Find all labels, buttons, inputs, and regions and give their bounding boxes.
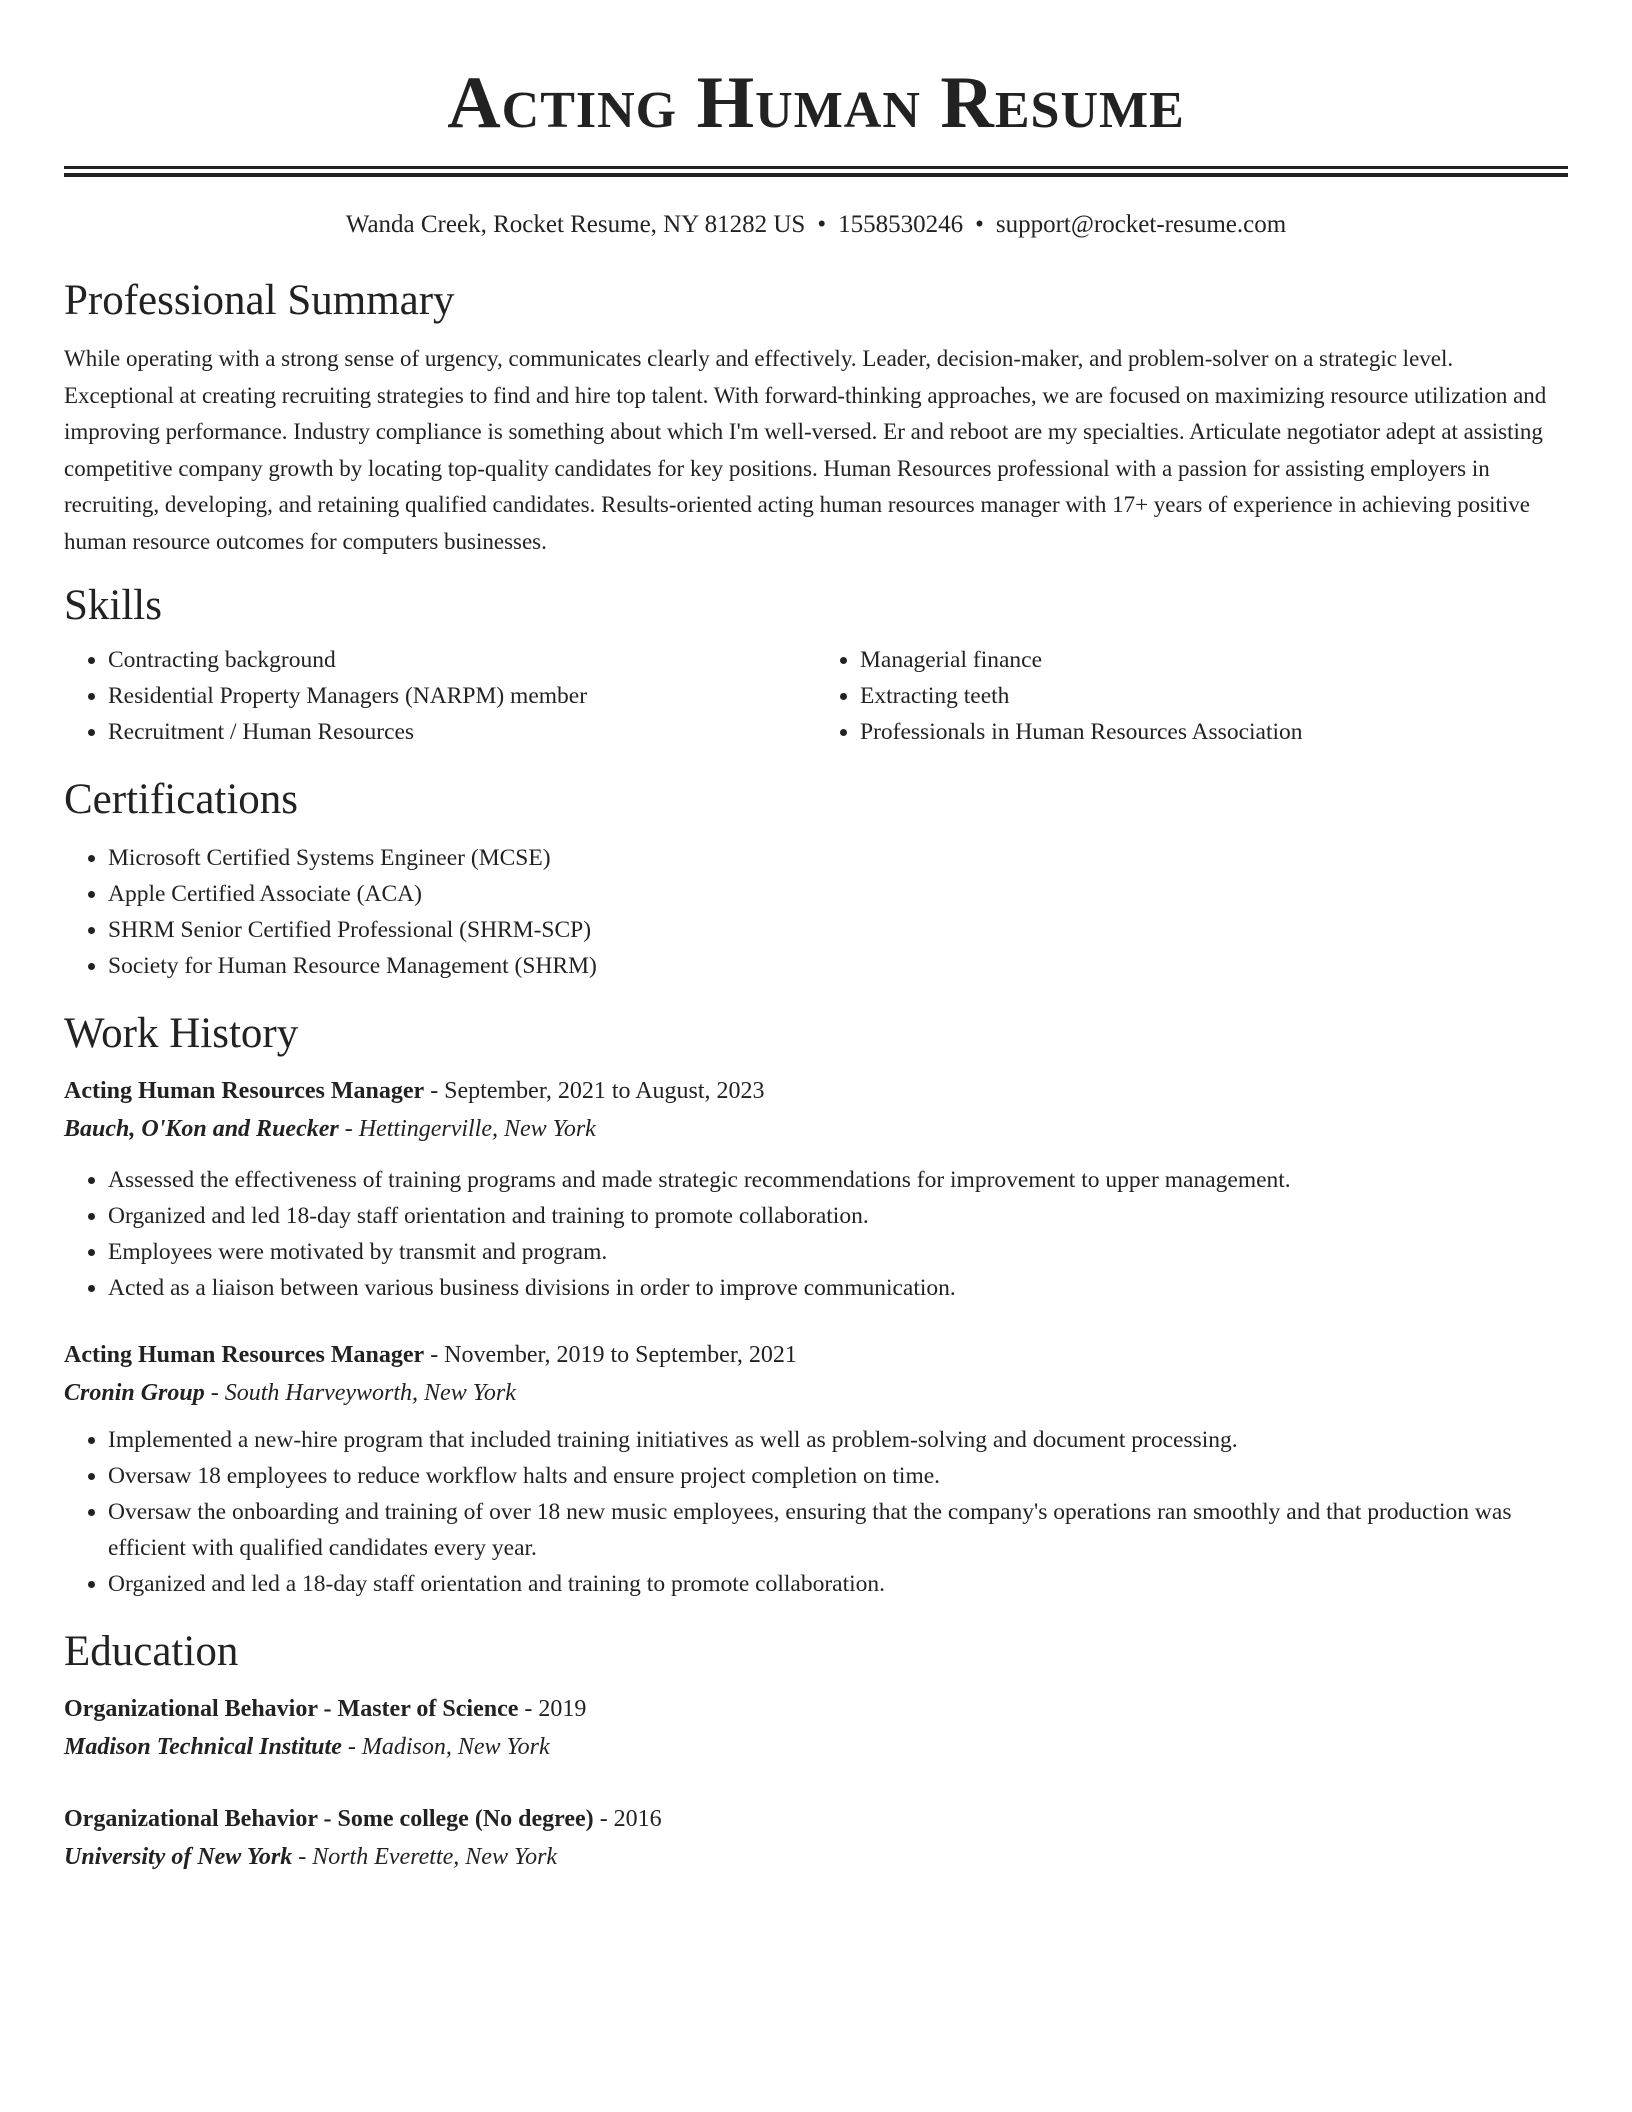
skill-item: • Contracting background (108, 642, 816, 678)
job-title: Acting Human Resources Manager (64, 1342, 425, 1368)
certification-item: • Society for Human Resource Management (SHRM) (108, 948, 1568, 984)
education-degree-line (64, 1800, 1568, 1838)
job-location: - Hettingerville, New York (338, 1116, 596, 1142)
skills-heading: Skills (64, 582, 162, 629)
job-dates: - September, 2021 to August, 2023 (424, 1078, 765, 1104)
contact-phone: 1558530246 (838, 211, 964, 238)
skill-item: • Extracting teeth (860, 678, 1568, 714)
education-school-line (64, 1728, 1568, 1766)
contact-separator: • (975, 211, 984, 238)
certifications-list (64, 840, 1568, 984)
job-bullet: • Organized and led a 18-day staff orientation and training to promote collaboration. (108, 1566, 1568, 1602)
summary-section (64, 275, 1568, 560)
job-title-line (64, 1072, 1568, 1110)
education-heading: Education (64, 1628, 239, 1675)
summary-heading: Professional Summary (64, 277, 455, 324)
education-location: - Madison, New York (341, 1734, 550, 1760)
work-history-heading: Work History (64, 1010, 299, 1057)
skills-section (64, 580, 1568, 750)
job-entry (64, 1336, 1568, 1602)
job-entry (64, 1072, 1568, 1306)
skills-grid (64, 632, 1568, 750)
skill-item: • Professionals in Human Resources Association (860, 714, 1568, 750)
job-bullets (64, 1422, 1568, 1602)
job-dates: - November, 2019 to September, 2021 (424, 1342, 797, 1368)
education-year: - 2019 (518, 1696, 587, 1722)
education-location: - North Everette, New York (292, 1844, 558, 1870)
education-section (64, 1626, 1568, 1876)
certification-item: • SHRM Senior Certified Professional (SHRM-SCP) (108, 912, 1568, 948)
skill-item: • Managerial finance (860, 642, 1568, 678)
job-location: - South Harveyworth, New York (204, 1380, 516, 1406)
education-school-line (64, 1838, 1568, 1876)
education-entry (64, 1690, 1568, 1766)
title-divider (64, 166, 1568, 177)
skill-item: • Residential Property Managers (NARPM) member (108, 678, 816, 714)
certification-item: • Apple Certified Associate (ACA) (108, 876, 1568, 912)
job-bullet: • Organized and led 18-day staff orientation and training to promote collaboration. (108, 1198, 1568, 1234)
job-title-line (64, 1336, 1568, 1374)
contact-line (64, 209, 1568, 241)
job-company-line (64, 1374, 1568, 1412)
job-title: Acting Human Resources Manager (64, 1078, 425, 1104)
education-degree: Organizational Behavior - Some college (No degree) (64, 1806, 594, 1832)
job-bullet: • Employees were motivated by transmit and program. (108, 1234, 1568, 1270)
contact-address: Wanda Creek, Rocket Resume, NY 81282 US (345, 211, 806, 238)
job-company: Bauch, O'Kon and Ruecker (64, 1116, 339, 1142)
resume-title: Acting Human Resume (447, 62, 1185, 144)
job-company-line (64, 1110, 1568, 1148)
education-year: - 2016 (593, 1806, 662, 1832)
job-company: Cronin Group (64, 1380, 205, 1406)
job-bullet: • Oversaw the onboarding and training of over 18 new music employees, ensuring that the company's operations ran smoothly and that production was efficient with qualified candidates every year. (108, 1494, 1568, 1566)
certifications-heading: Certifications (64, 776, 299, 823)
job-bullets (64, 1162, 1568, 1306)
education-school: University of New York (64, 1844, 293, 1870)
certification-item: • Microsoft Certified Systems Engineer (MCSE) (108, 840, 1568, 876)
skill-item: • Recruitment / Human Resources (108, 714, 816, 750)
education-degree-line (64, 1690, 1568, 1728)
education-degree: Organizational Behavior - Master of Science (64, 1696, 519, 1722)
work-history-section (64, 1008, 1568, 1602)
certifications-section (64, 774, 1568, 984)
summary-text: While operating with a strong sense of urgency, communicates clearly and effectively. Leader, decision-maker, and problem-solver on a strategic level. Exceptional at creating recruiting strategies to find and hire top talent. With forward-thinking approaches, we are focused on maximizing resource utilization and improving performance. Industry compliance is something about which I'm well-versed. Er and reboot are my specialties. Articulate negotiator adept at assisting competitive company growth by locating top-quality candidates for key positions. Human Resources professional with a passion for assisting employers in recruiting, developing, and retaining qualified candidates. Results-oriented acting human resources manager with 17+ years of experience in achieving positive human resource outcomes for computers businesses. (64, 346, 1547, 554)
education-entry (64, 1800, 1568, 1876)
education-school: Madison Technical Institute (64, 1734, 342, 1760)
contact-email: support@rocket-resume.com (995, 211, 1287, 238)
skills-list-right (816, 642, 1568, 750)
job-bullet: • Assessed the effectiveness of training programs and made strategic recommendations for improvement to upper management. (108, 1162, 1568, 1198)
job-bullet: • Oversaw 18 employees to reduce workflow halts and ensure project completion on time. (108, 1458, 1568, 1494)
job-bullet: • Acted as a liaison between various business divisions in order to improve communication. (108, 1270, 1568, 1306)
contact-separator: • (817, 211, 827, 238)
job-bullet: • Implemented a new-hire program that included training initiatives as well as problem-solving and document processing. (108, 1422, 1568, 1458)
skills-list-left (64, 642, 816, 750)
